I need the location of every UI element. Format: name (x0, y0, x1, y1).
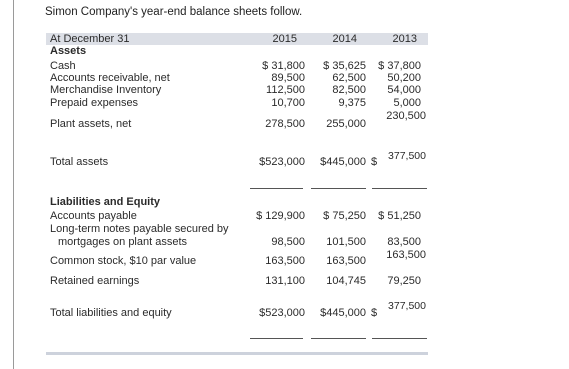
cell-inventory-2014: 82,500 (332, 84, 366, 96)
cell-prepaid-2015: 10,700 (271, 97, 305, 109)
cell-total-assets-2013: 377,500 (388, 150, 426, 162)
intro-text: Simon Company's year-end balance sheets follow. (45, 6, 303, 18)
year-2014: 2014 (332, 33, 357, 45)
cell-ap-2014: $ 75,250 (323, 210, 366, 222)
row-label-notes-line2: mortgages on plant assets (58, 236, 188, 248)
cell-cash-2015: $ 31,800 (262, 60, 305, 72)
table-footer-bar (46, 352, 428, 355)
left-border (13, 0, 14, 369)
cell-notes-2015: 98,500 (271, 236, 305, 248)
row-label-notes: Long-term notes payable secured by (50, 223, 229, 235)
cell-retained-2014: 104,745 (326, 275, 366, 287)
assets-heading: Assets (50, 45, 87, 57)
cell-total-assets-2015: $523,000 (259, 156, 305, 168)
cell-total-liabilities-2015: $523,000 (259, 307, 305, 319)
cell-ap-2013: $ 51,250 (378, 210, 421, 222)
underline-bottom-2013 (372, 338, 427, 339)
row-label-cash: Cash (50, 60, 76, 72)
cell-plant-2015: 278,500 (265, 118, 305, 130)
row-label-retained: Retained earnings (50, 275, 140, 287)
cell-ar-2014: 62,500 (332, 72, 366, 84)
underline-2014 (311, 188, 366, 189)
cell-ar-2015: 89,500 (271, 72, 305, 84)
cell-total-liabilities-2013: 377,500 (388, 300, 426, 312)
cell-inventory-2015: 112,500 (266, 84, 305, 96)
underline-2013 (372, 188, 427, 189)
row-label-total-assets: Total assets (50, 156, 109, 168)
cell-total-liabilities-2014: $445,000 (320, 307, 366, 319)
year-2013: 2013 (392, 33, 417, 45)
row-label-prepaid: Prepaid expenses (50, 97, 139, 109)
cell-total-assets-2013-dollar: $ (371, 156, 378, 168)
underline-2015 (250, 188, 303, 189)
cell-total-liabilities-2013-dollar: $ (371, 307, 378, 319)
cell-cash-2014: $ 35,625 (323, 60, 366, 72)
cell-plant-2014: 255,000 (326, 118, 366, 130)
row-label-ar: Accounts receivable, net (50, 72, 170, 84)
header-label: At December 31 (50, 33, 130, 45)
cell-ap-2015: $ 129,900 (256, 210, 305, 222)
row-label-plant: Plant assets, net (50, 118, 132, 130)
underline-bottom-2014 (311, 338, 366, 339)
cell-common-stock-2013: 163,500 (386, 249, 426, 261)
cell-retained-2013: 79,250 (387, 275, 421, 287)
cell-common-stock-2015: 163,500 (265, 255, 305, 267)
year-2015: 2015 (272, 33, 297, 45)
cell-notes-2014: 101,500 (326, 236, 366, 248)
cell-prepaid-2014: 9,375 (338, 97, 366, 109)
cell-common-stock-2014: 163,500 (326, 255, 366, 267)
cell-retained-2015: 131,100 (265, 275, 305, 287)
row-label-ap: Accounts payable (50, 210, 137, 222)
row-label-total-liabilities: Total liabilities and equity (50, 307, 172, 319)
cell-ar-2013: 50,200 (387, 72, 421, 84)
cell-notes-2013: 83,500 (387, 236, 421, 248)
cell-plant-2013: 230,500 (386, 110, 426, 122)
cell-cash-2013: $ 37,800 (378, 60, 421, 72)
cell-prepaid-2013: 5,000 (393, 97, 421, 109)
row-label-common-stock: Common stock, $10 par value (50, 255, 197, 267)
underline-bottom-2015 (250, 338, 303, 339)
cell-total-assets-2014: $445,000 (320, 156, 366, 168)
liabilities-heading: Liabilities and Equity (50, 196, 161, 208)
cell-inventory-2013: 54,000 (387, 84, 421, 96)
row-label-inventory: Merchandise Inventory (50, 84, 162, 96)
